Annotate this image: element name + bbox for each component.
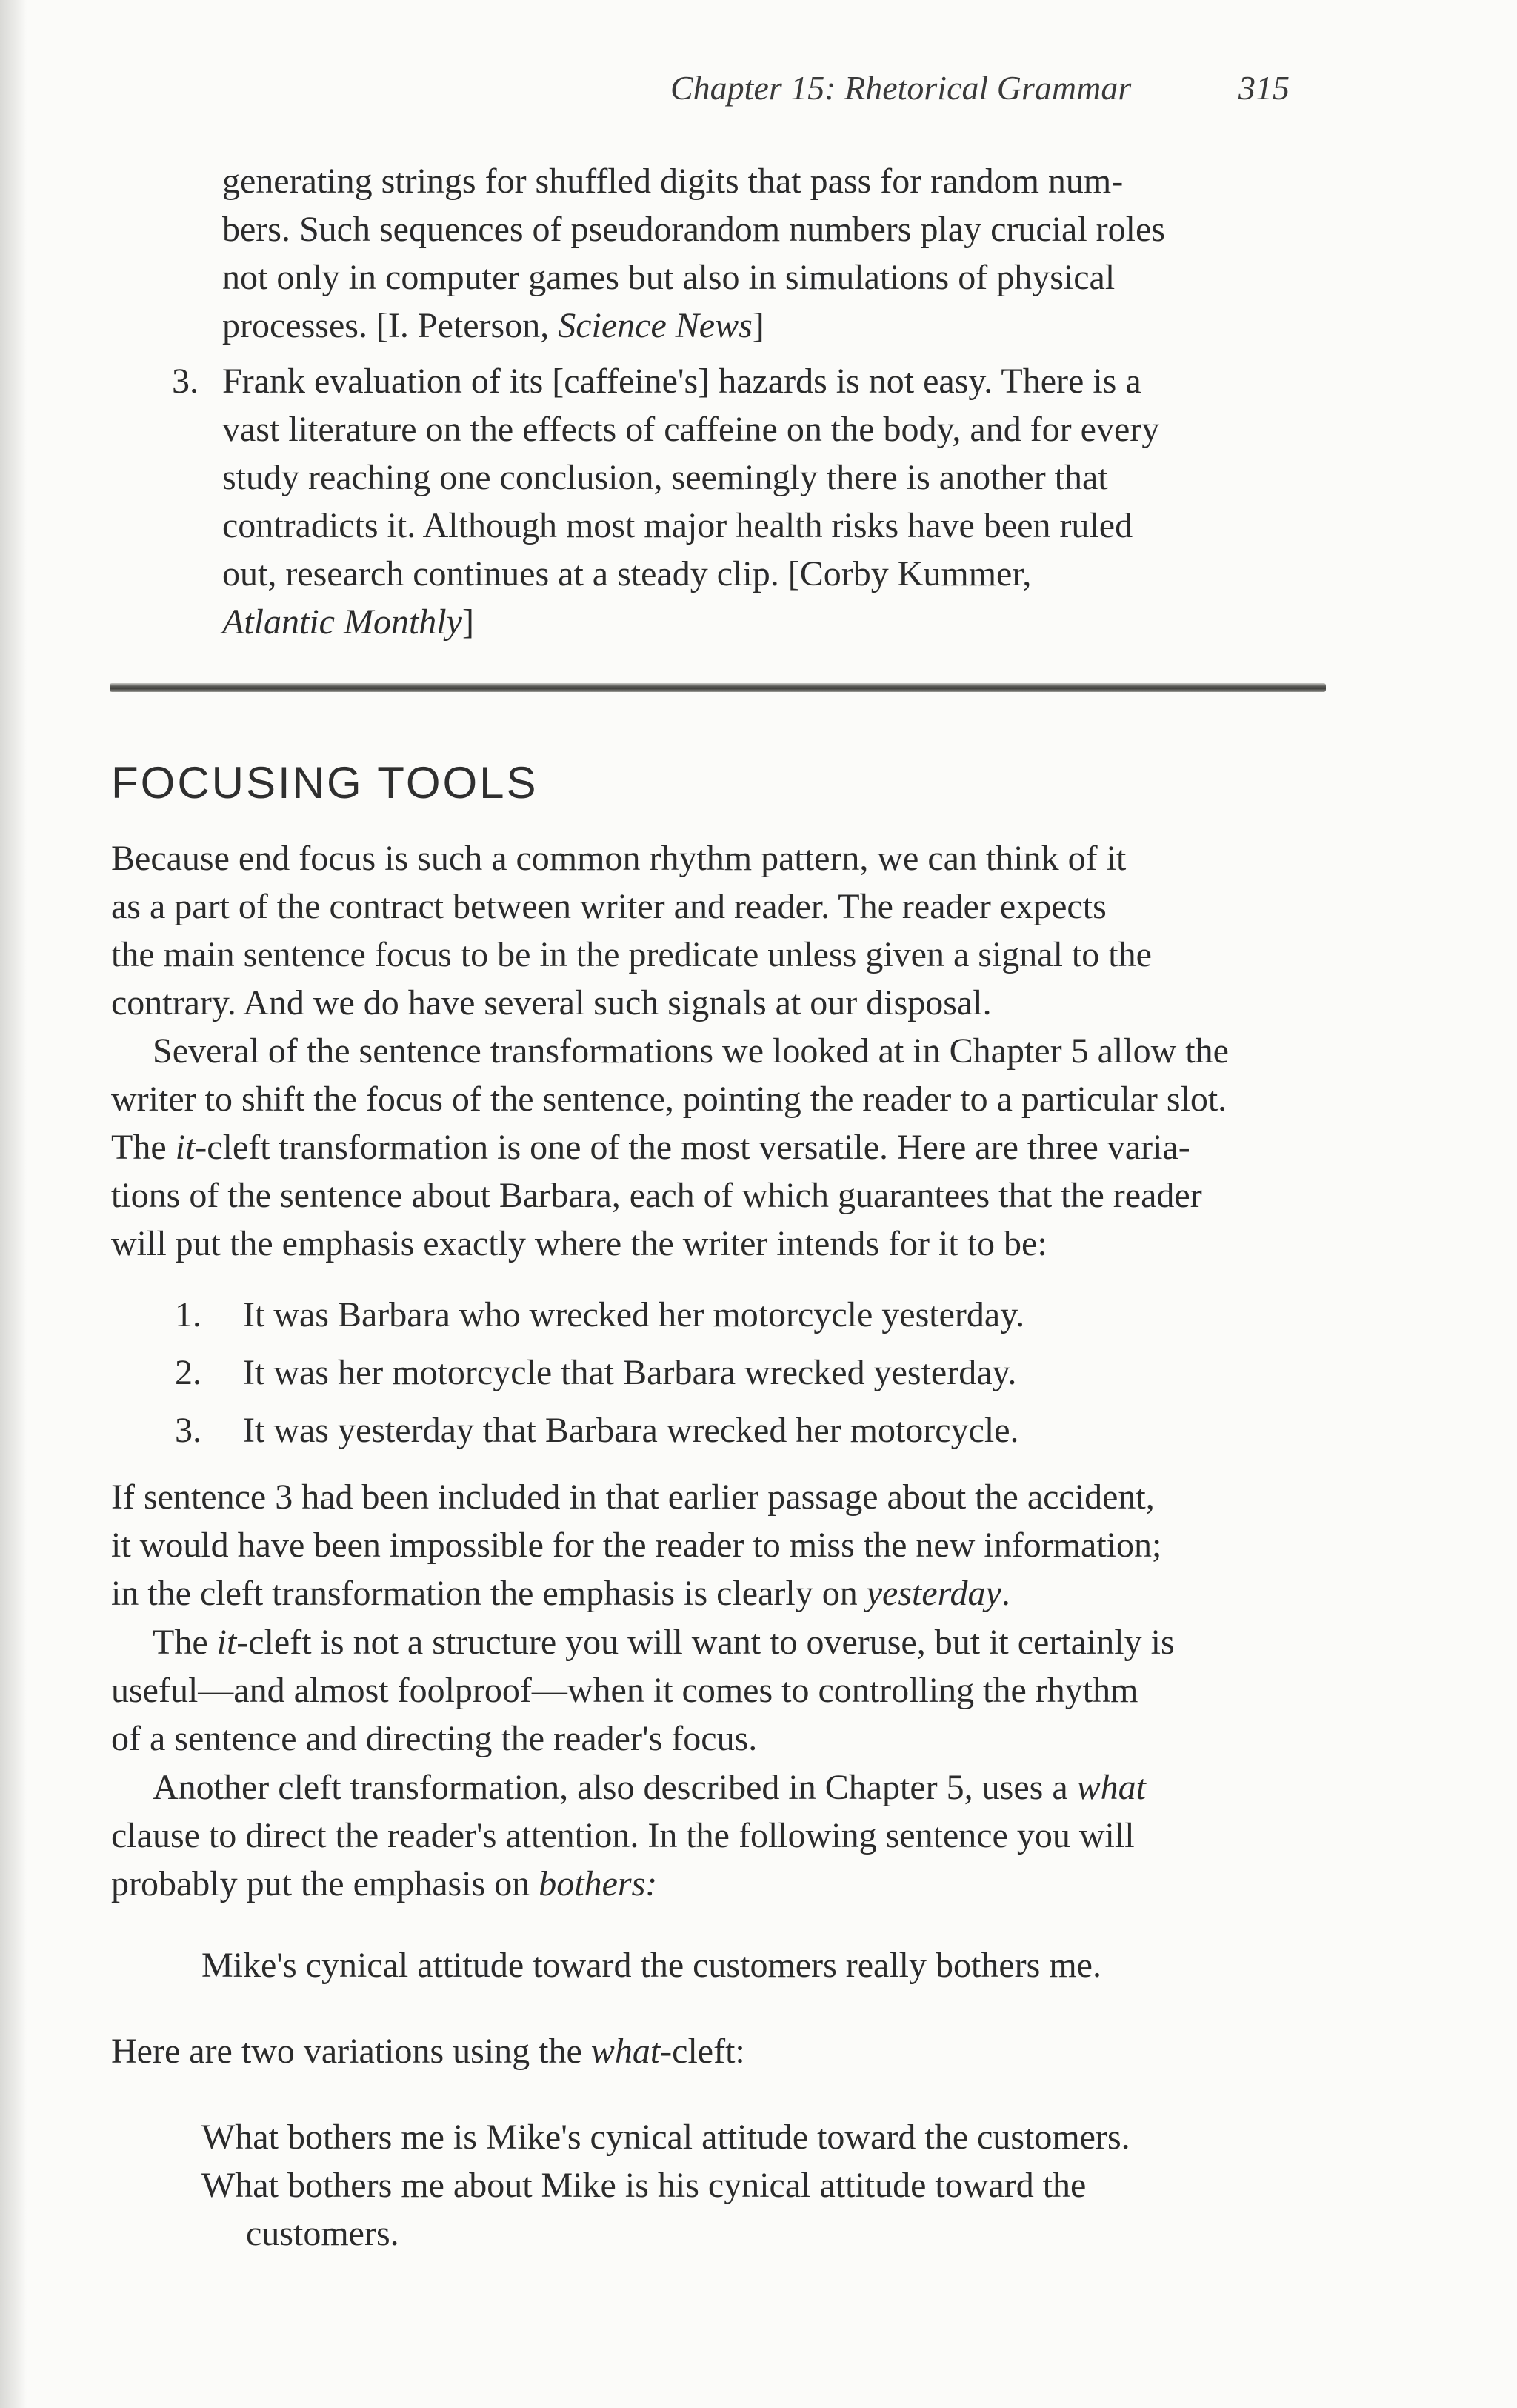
source-title: Science News: [558, 306, 753, 345]
text-line: Several of the sentence transformations we looked at in Chapter 5 allow the: [153, 1031, 1229, 1071]
paragraph: [111, 1763, 1318, 1908]
list-item: 3. It was yesterday that Barbara wrecked her motorcycle.: [175, 1411, 1019, 1450]
text-line: The it-cleft transformation is one of the most versatile. Here are three varia-: [111, 1128, 1190, 1167]
list-item-3: [172, 357, 1305, 646]
source-title: Atlantic Monthly: [222, 602, 462, 642]
text-line: If sentence 3 had been included in that earlier passage about the accident,: [111, 1477, 1155, 1517]
section-heading: FOCUSING TOOLS: [111, 758, 539, 808]
text-line: will put the emphasis exactly where the writer intends for it to be:: [111, 1224, 1047, 1263]
chapter-title: Chapter 15: Rhetorical Grammar: [670, 69, 1132, 107]
text-line: contrary. And we do have several such signals at our disposal.: [111, 983, 992, 1022]
paragraph: [111, 1618, 1318, 1763]
text-line: study reaching one conclusion, seemingly there is another that: [222, 458, 1108, 497]
text-line: of a sentence and directing the reader's focus.: [111, 1719, 758, 1758]
text-line: What bothers me is Mike's cynical attitude toward the customers.: [201, 2118, 1130, 2157]
paragraph: [111, 2027, 1318, 2075]
text-line: out, research continues at a steady clip. [Corby Kummer,: [222, 554, 1032, 593]
text-line: generating strings for shuffled digits that pass for random num-: [222, 162, 1124, 201]
running-header: [0, 68, 1517, 113]
text-line: probably put the emphasis on bothers:: [111, 1864, 658, 1903]
list-item: 1. It was Barbara who wrecked her motorcycle yesterday.: [175, 1295, 1025, 1334]
text-line: it would have been impossible for the reader to miss the new information;: [111, 1526, 1162, 1565]
text-line: The it-cleft is not a structure you will want to overuse, but it certainly is: [153, 1623, 1175, 1662]
text-line: vast literature on the effects of caffeine on the body, and for every: [222, 410, 1160, 449]
example-sentence: [201, 1941, 1409, 1989]
paragraph: [111, 1027, 1318, 1268]
text-line: bers. Such sequences of pseudorandom numbers play crucial roles: [222, 210, 1165, 249]
text-line: tions of the sentence about Barbara, each of which guarantees that the reader: [111, 1176, 1202, 1215]
text-line: in the cleft transformation the emphasis is clearly on yesterday.: [111, 1574, 1010, 1613]
text-line: Atlantic Monthly]: [222, 602, 474, 642]
example-sentences: [201, 2113, 1409, 2258]
text-line: Another cleft transformation, also described in Chapter 5, uses a what: [153, 1768, 1146, 1807]
text-line: as a part of the contract between writer and reader. The reader expects: [111, 887, 1107, 926]
text-line: clause to direct the reader's attention. In the following sentence you will: [111, 1816, 1135, 1855]
page-spine-shadow: [0, 0, 27, 2408]
list-item: 2. It was her motorcycle that Barbara wrecked yesterday.: [175, 1353, 1017, 1392]
text-line: writer to shift the focus of the sentence, pointing the reader to a particular slot.: [111, 1080, 1227, 1119]
text-line: 3. Frank evaluation of its [caffeine's] hazards is not easy. There is a: [172, 357, 1305, 405]
text-line: the main sentence focus to be in the predicate unless given a signal to the: [111, 935, 1152, 974]
text-line: What bothers me about Mike is his cynical attitude toward the: [201, 2166, 1087, 2205]
text-line: Because end focus is such a common rhythm pattern, we can think of it: [111, 839, 1127, 878]
section-divider: [110, 683, 1326, 692]
paragraph: [111, 834, 1318, 1027]
text-line: useful—and almost foolproof—when it comes to controlling the rhythm: [111, 1671, 1138, 1710]
continued-quote: [222, 157, 1304, 350]
paragraph: [111, 1473, 1318, 1617]
text-line: customers.: [246, 2214, 399, 2253]
text-line: not only in computer games but also in simulations of physical: [222, 258, 1116, 297]
text-line: contradicts it. Although most major health risks have been ruled: [222, 506, 1133, 545]
text-line: processes. [I. Peterson, Science News]: [222, 306, 764, 345]
list-number: 3.: [172, 362, 199, 401]
page-number: 315: [1238, 69, 1290, 107]
text-line: Mike's cynical attitude toward the customers really bothers me.: [201, 1946, 1101, 1985]
example-list: [175, 1286, 1382, 1460]
text-line: Here are two variations using the what-cleft:: [111, 2032, 745, 2071]
